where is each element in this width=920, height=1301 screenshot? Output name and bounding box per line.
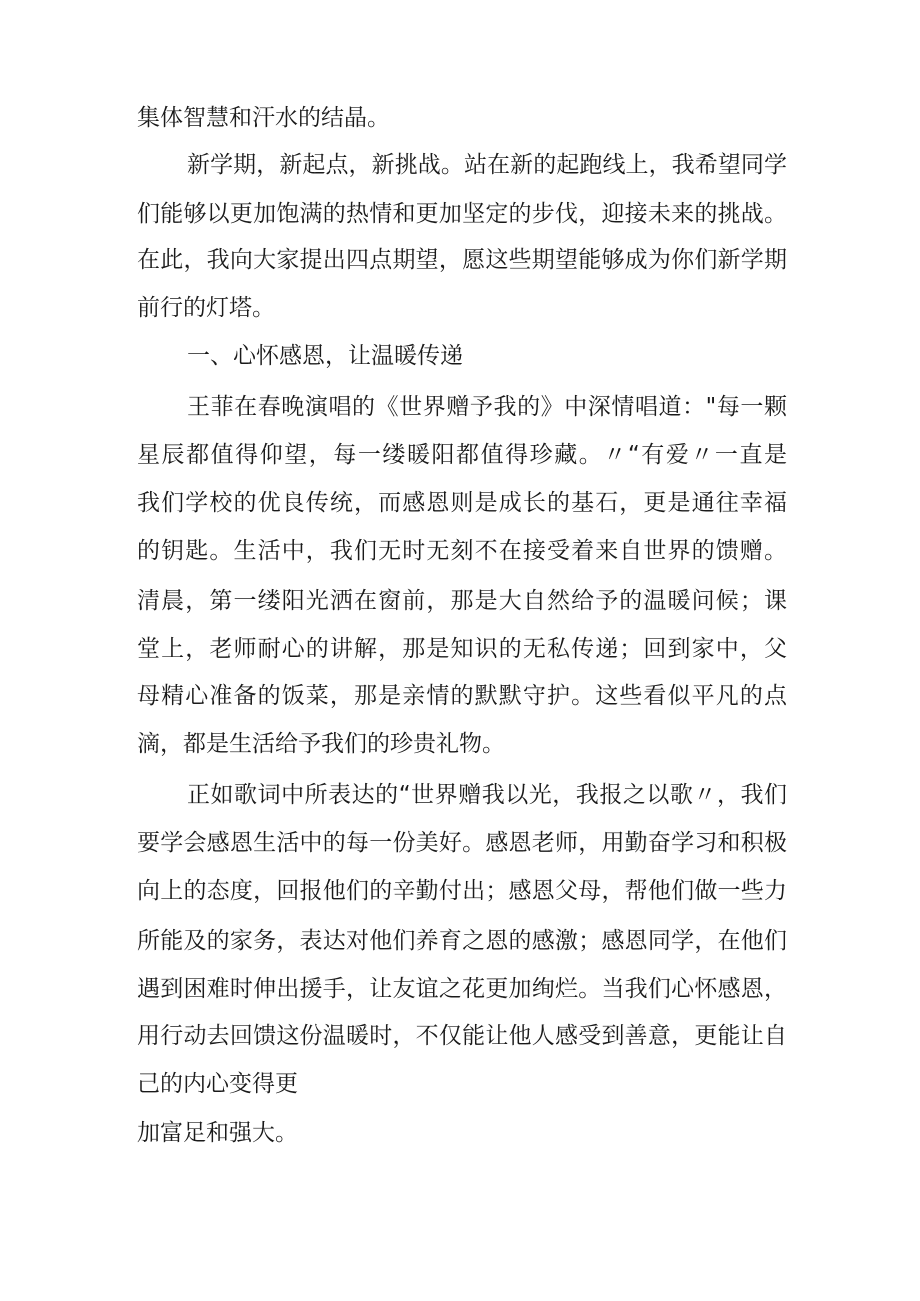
text-line: 在此，我向大家提出四点期望，愿这些期望能够成为你们新学期 (137, 247, 787, 273)
text-line: 我们学校的优良传统，而感恩则是成长的基石，更是通往幸福 (137, 490, 787, 516)
text-line: 遇到困难时伸出援手，让友谊之花更加绚烂。当我们心怀感恩， (137, 976, 787, 1002)
text-line: 己的内心变得更 (137, 1071, 298, 1097)
text-line: 加富足和强大。 (137, 1120, 298, 1146)
text-line: 们能够以更加饱满的热情和更加坚定的步伐，迎接未来的挑战。 (137, 201, 787, 227)
text-line: 用行动去回馈这份温暖时，不仅能让他人感受到善意，更能让自 (137, 1023, 787, 1049)
text-line: 星辰都值得仰望，每一缕暖阳都值得珍藏。〃“有爱〃一直是 (137, 442, 787, 468)
text-line: 集体智慧和汗水的结晶。 (137, 105, 390, 131)
text-line: 向上的态度，回报他们的辛勤付出；感恩父母，帮他们做一些力 (137, 878, 787, 904)
paragraph-first-line: 新学期，新起点，新挑战。站在新的起跑线上，我希望同学 (187, 152, 787, 178)
text-line: 滴，都是生活给予我们的珍贵礼物。 (137, 731, 505, 757)
text-line: 堂上，老师耐心的讲解，那是知识的无私传递；回到家中，父 (137, 636, 787, 662)
text-line: 清晨，第一缕阳光洒在窗前，那是大自然给予的温暖问候；课 (137, 588, 787, 614)
text-line: 要学会感恩生活中的每一份美好。感恩老师，用勤奋学习和积极 (137, 830, 787, 856)
text-line: 前行的灯塔。 (137, 295, 275, 321)
section-heading: 一、心怀感恩，让温暖传递 (187, 343, 463, 369)
text-line: 的钥匙。生活中，我们无时无刻不在接受着来自世界的馈赠。 (137, 538, 787, 564)
text-line: 母精心准备的饭菜，那是亲情的默默守护。这些看似平凡的点 (137, 683, 787, 709)
text-line: 所能及的家务，表达对他们养育之恩的感激；感恩同学，在他们 (137, 928, 787, 954)
paragraph-first-line: 正如歌词中所表达的“世界赠我以光，我报之以歌〃，我们 (187, 782, 787, 808)
paragraph-first-line: 王菲在春晚演唱的《世界赠予我的》中深情唱道："每一颗 (187, 394, 787, 420)
